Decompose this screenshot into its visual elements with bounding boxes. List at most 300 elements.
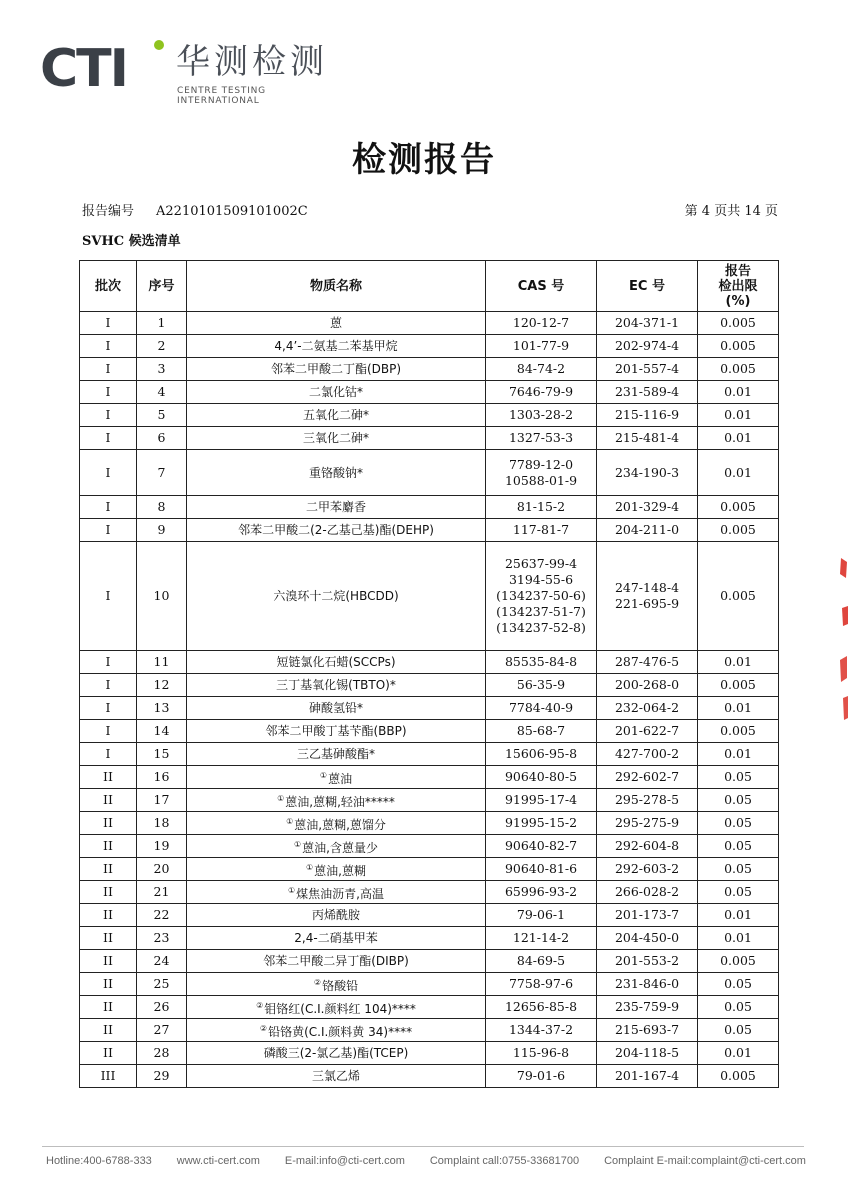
footnote-mark: ① bbox=[319, 770, 328, 780]
cell-cas bbox=[486, 743, 597, 766]
cell-substance-name bbox=[187, 427, 486, 450]
cell-cas bbox=[486, 312, 597, 335]
cell-seq bbox=[137, 404, 187, 427]
cas-number: 90640-80-5 bbox=[504, 769, 578, 784]
batch-value: II bbox=[103, 953, 113, 968]
cell-seq bbox=[137, 720, 187, 743]
cas-number: 120-12-7 bbox=[512, 315, 570, 330]
cell-batch bbox=[80, 427, 137, 450]
ec-number: 201-167-4 bbox=[614, 1068, 680, 1083]
cell-batch bbox=[80, 1065, 137, 1088]
substance-name: 短链氯化石蜡(SCCPs) bbox=[276, 655, 396, 669]
cell-cas bbox=[486, 1065, 597, 1088]
batch-value: II bbox=[103, 907, 113, 922]
cell-seq bbox=[137, 312, 187, 335]
cell-cas bbox=[486, 358, 597, 381]
cell-ec bbox=[597, 743, 698, 766]
cas-number: 7758-97-6 bbox=[508, 976, 574, 991]
table-row bbox=[80, 835, 779, 858]
cell-ec bbox=[597, 1019, 698, 1042]
table-row bbox=[80, 312, 779, 335]
batch-value: I bbox=[105, 723, 111, 738]
substance-name: 铅铬黄(C.I.颜料黄 34)**** bbox=[268, 1024, 413, 1039]
table-row bbox=[80, 1019, 779, 1042]
list-title: SVHC 候选清单 bbox=[82, 234, 181, 249]
batch-value: II bbox=[103, 792, 113, 807]
substance-name: 邻苯二甲酸二(2-乙基己基)酯(DEHP) bbox=[238, 523, 434, 537]
cas-number: 84-74-2 bbox=[516, 361, 566, 376]
ec-number: 266-028-2 bbox=[614, 884, 680, 899]
cell-ec bbox=[597, 973, 698, 996]
substance-name: 蒽油,蒽糊,轻油***** bbox=[285, 794, 395, 809]
table-row bbox=[80, 881, 779, 904]
seq-value: 22 bbox=[153, 907, 170, 922]
seq-value: 24 bbox=[153, 953, 170, 968]
substance-name: 邻苯二甲酸丁基苄酯(BBP) bbox=[265, 724, 407, 738]
cell-seq bbox=[137, 927, 187, 950]
table-row bbox=[80, 1042, 779, 1065]
cell-ec bbox=[597, 404, 698, 427]
ec-number: 202-974-4 bbox=[614, 338, 680, 353]
cell-batch bbox=[80, 358, 137, 381]
substance-name: 二甲苯麝香 bbox=[305, 500, 366, 514]
limit-value: 0.005 bbox=[720, 677, 756, 692]
substance-name: 4,4’-二氨基二苯基甲烷 bbox=[274, 339, 398, 353]
cell-substance-name bbox=[187, 1019, 486, 1042]
cas-number: (134237-51-7) bbox=[496, 604, 586, 619]
cell-substance-name bbox=[187, 881, 486, 904]
stamp-edge-icon bbox=[838, 548, 848, 728]
ec-number: 215-693-7 bbox=[614, 1022, 680, 1037]
ec-number: 292-603-2 bbox=[614, 861, 680, 876]
seq-value: 7 bbox=[157, 464, 166, 480]
cell-substance-name bbox=[187, 1042, 486, 1065]
substance-name: 重铬酸钠* bbox=[308, 465, 363, 480]
cell-cas bbox=[486, 950, 597, 973]
batch-value: III bbox=[100, 1068, 116, 1083]
cell-batch bbox=[80, 812, 137, 835]
cell-seq bbox=[137, 766, 187, 789]
cell-limit bbox=[698, 404, 779, 427]
cell-seq bbox=[137, 996, 187, 1019]
cell-seq bbox=[137, 335, 187, 358]
limit-value: 0.01 bbox=[724, 430, 752, 445]
ec-number: 295-275-9 bbox=[614, 815, 680, 830]
cell-seq bbox=[137, 674, 187, 697]
cell-limit bbox=[698, 697, 779, 720]
substance-name: 蒽油,蒽糊,蒽馏分 bbox=[294, 817, 386, 832]
limit-value: 0.01 bbox=[724, 654, 752, 669]
seq-value: 8 bbox=[157, 499, 166, 514]
cell-batch bbox=[80, 381, 137, 404]
table-row bbox=[80, 766, 779, 789]
header-limit bbox=[698, 261, 779, 312]
cell-batch bbox=[80, 950, 137, 973]
cell-substance-name bbox=[187, 519, 486, 542]
seq-value: 4 bbox=[157, 384, 166, 399]
logo-brand: CTI bbox=[40, 39, 127, 99]
cell-batch bbox=[80, 404, 137, 427]
cell-ec bbox=[597, 950, 698, 973]
cell-ec bbox=[597, 335, 698, 358]
cell-limit bbox=[698, 720, 779, 743]
cell-limit bbox=[698, 542, 779, 651]
footnote-mark: ② bbox=[259, 1023, 268, 1033]
report-number-value: A2210101509101002C bbox=[156, 204, 308, 219]
cell-substance-name bbox=[187, 720, 486, 743]
batch-value: II bbox=[103, 861, 113, 876]
cell-seq bbox=[137, 789, 187, 812]
cell-seq bbox=[137, 358, 187, 381]
cell-seq bbox=[137, 496, 187, 519]
header-ec: EC 号 bbox=[597, 261, 698, 312]
batch-value: I bbox=[105, 654, 111, 669]
footer-email: E-mail:info@cti-cert.com bbox=[284, 1155, 405, 1167]
batch-value: I bbox=[105, 407, 111, 422]
cell-limit bbox=[698, 927, 779, 950]
cell-batch bbox=[80, 1042, 137, 1065]
cell-ec bbox=[597, 1042, 698, 1065]
cas-number: 117-81-7 bbox=[512, 522, 570, 537]
seq-value: 28 bbox=[153, 1045, 170, 1060]
cas-number: 3194-55-6 bbox=[508, 572, 574, 587]
header-seq: 序号 bbox=[137, 261, 187, 312]
cell-substance-name bbox=[187, 674, 486, 697]
header-batch: 批次 bbox=[80, 261, 137, 312]
report-number bbox=[82, 200, 308, 219]
cell-seq bbox=[137, 973, 187, 996]
header-limit-line1: 报告 bbox=[724, 263, 751, 279]
substance-name: 五氧化二砷* bbox=[302, 408, 369, 422]
seq-value: 6 bbox=[157, 430, 166, 445]
cas-number: 7646-79-9 bbox=[508, 384, 574, 399]
cell-batch bbox=[80, 973, 137, 996]
cas-number: 115-96-8 bbox=[512, 1045, 570, 1060]
cas-number: 25637-99-4 bbox=[504, 556, 578, 571]
ec-number: 204-118-5 bbox=[614, 1045, 680, 1060]
footnote-mark: ① bbox=[294, 839, 302, 849]
cas-number: 7789-12-0 bbox=[508, 456, 574, 472]
substance-name: 砷酸氢铅* bbox=[308, 701, 363, 715]
cell-ec bbox=[597, 381, 698, 404]
ec-number: 292-604-8 bbox=[614, 838, 680, 853]
limit-value: 0.05 bbox=[724, 976, 752, 991]
batch-value: I bbox=[105, 700, 111, 715]
cell-limit bbox=[698, 835, 779, 858]
batch-value: II bbox=[103, 1045, 113, 1060]
cell-cas bbox=[486, 812, 597, 835]
ec-number: 232-064-2 bbox=[614, 700, 680, 715]
table-row bbox=[80, 743, 779, 766]
table-row bbox=[80, 973, 779, 996]
substance-name: 丙烯酰胺 bbox=[311, 908, 360, 922]
cell-cas bbox=[486, 789, 597, 812]
cell-batch bbox=[80, 335, 137, 358]
footer bbox=[46, 1155, 806, 1167]
batch-value: I bbox=[105, 499, 111, 514]
limit-value: 0.05 bbox=[724, 861, 752, 876]
ec-number: 201-557-4 bbox=[614, 361, 680, 376]
limit-value: 0.05 bbox=[724, 884, 752, 899]
batch-value: II bbox=[103, 999, 113, 1014]
footer-complaint-call: Complaint call:0755-33681700 bbox=[429, 1155, 580, 1167]
cell-cas bbox=[486, 404, 597, 427]
substance-name: 钼铬红(C.I.颜料红 104)**** bbox=[264, 1001, 416, 1016]
cell-seq bbox=[137, 542, 187, 651]
substance-name: 铬酸铅 bbox=[322, 978, 359, 993]
cell-substance-name bbox=[187, 651, 486, 674]
cell-limit bbox=[698, 496, 779, 519]
seq-value: 13 bbox=[153, 700, 170, 715]
ec-number: 235-759-9 bbox=[614, 999, 680, 1014]
cas-number: 90640-82-7 bbox=[504, 838, 578, 853]
batch-value: I bbox=[105, 588, 111, 603]
cell-cas bbox=[486, 381, 597, 404]
cas-number: (134237-52-8) bbox=[496, 620, 586, 635]
table-row bbox=[80, 1065, 779, 1088]
cell-batch bbox=[80, 858, 137, 881]
cell-ec bbox=[597, 312, 698, 335]
cell-limit bbox=[698, 674, 779, 697]
cell-ec bbox=[597, 542, 698, 651]
cell-cas bbox=[486, 996, 597, 1019]
batch-value: II bbox=[103, 930, 113, 945]
table-row bbox=[80, 381, 779, 404]
substance-name: 三氯乙烯 bbox=[311, 1069, 360, 1083]
cas-number: 12656-85-8 bbox=[504, 999, 578, 1014]
table-row bbox=[80, 542, 779, 651]
cell-ec bbox=[597, 1065, 698, 1088]
cell-batch bbox=[80, 1019, 137, 1042]
seq-value: 27 bbox=[153, 1022, 170, 1037]
substance-name: 煤焦油沥青,高温 bbox=[296, 886, 384, 901]
cell-batch bbox=[80, 542, 137, 651]
table-row bbox=[80, 697, 779, 720]
cell-cas bbox=[486, 651, 597, 674]
cell-limit bbox=[698, 996, 779, 1019]
batch-value: II bbox=[103, 769, 113, 784]
footnote-mark: ① bbox=[306, 862, 314, 872]
cas-number: (134237-50-6) bbox=[496, 588, 586, 603]
cell-cas bbox=[486, 674, 597, 697]
footnote-mark: ① bbox=[288, 885, 296, 895]
footnote-mark: ② bbox=[313, 977, 322, 987]
cell-seq bbox=[137, 450, 187, 496]
cell-ec bbox=[597, 427, 698, 450]
cell-substance-name bbox=[187, 335, 486, 358]
cell-ec bbox=[597, 720, 698, 743]
cas-number: 121-14-2 bbox=[512, 930, 570, 945]
cell-batch bbox=[80, 766, 137, 789]
table-row bbox=[80, 358, 779, 381]
cell-ec bbox=[597, 835, 698, 858]
cell-cas bbox=[486, 766, 597, 789]
cell-limit bbox=[698, 812, 779, 835]
cell-substance-name bbox=[187, 904, 486, 927]
cell-ec bbox=[597, 450, 698, 496]
cas-number: 81-15-2 bbox=[516, 499, 566, 514]
cell-batch bbox=[80, 743, 137, 766]
limit-value: 0.005 bbox=[720, 315, 756, 330]
table-row bbox=[80, 927, 779, 950]
cell-limit bbox=[698, 427, 779, 450]
limit-value: 0.05 bbox=[724, 1022, 752, 1037]
cell-cas bbox=[486, 858, 597, 881]
batch-value: I bbox=[105, 522, 111, 537]
limit-value: 0.005 bbox=[720, 338, 756, 353]
cell-limit bbox=[698, 973, 779, 996]
ec-number: 201-329-4 bbox=[614, 499, 680, 514]
table-row bbox=[80, 519, 779, 542]
ec-number: 231-846-0 bbox=[614, 976, 680, 991]
table-row bbox=[80, 404, 779, 427]
cell-limit bbox=[698, 519, 779, 542]
cell-cas bbox=[486, 835, 597, 858]
footer-divider bbox=[42, 1146, 804, 1147]
cell-batch bbox=[80, 312, 137, 335]
table-body bbox=[80, 312, 779, 1088]
ec-number: 247-148-4 bbox=[614, 580, 680, 595]
cell-ec bbox=[597, 789, 698, 812]
cas-number: 101-77-9 bbox=[512, 338, 570, 353]
cell-limit bbox=[698, 1065, 779, 1088]
seq-value: 21 bbox=[153, 884, 170, 899]
cell-substance-name bbox=[187, 381, 486, 404]
limit-value: 0.005 bbox=[720, 953, 756, 968]
cell-substance-name bbox=[187, 358, 486, 381]
cell-seq bbox=[137, 1065, 187, 1088]
ec-number: 292-602-7 bbox=[614, 769, 680, 784]
cell-seq bbox=[137, 881, 187, 904]
substance-name: 蒽油 bbox=[328, 771, 353, 786]
cell-cas bbox=[486, 973, 597, 996]
svhc-table bbox=[79, 260, 779, 1088]
ec-number: 287-476-5 bbox=[614, 654, 680, 669]
cell-ec bbox=[597, 766, 698, 789]
cell-seq bbox=[137, 1019, 187, 1042]
cell-cas bbox=[486, 1019, 597, 1042]
ec-number: 201-622-7 bbox=[614, 723, 680, 738]
cell-substance-name bbox=[187, 812, 486, 835]
cas-number: 91995-15-2 bbox=[504, 815, 578, 830]
seq-value: 9 bbox=[157, 522, 166, 537]
cell-limit bbox=[698, 743, 779, 766]
cell-ec bbox=[597, 651, 698, 674]
batch-value: II bbox=[103, 838, 113, 853]
cell-batch bbox=[80, 904, 137, 927]
ec-number: 221-695-9 bbox=[614, 596, 680, 611]
cell-limit bbox=[698, 651, 779, 674]
batch-value: I bbox=[105, 430, 111, 445]
cell-batch bbox=[80, 996, 137, 1019]
cas-number: 1344-37-2 bbox=[508, 1022, 574, 1037]
cell-substance-name bbox=[187, 312, 486, 335]
batch-value: I bbox=[105, 746, 111, 761]
cas-number: 85-68-7 bbox=[516, 723, 566, 738]
cell-limit bbox=[698, 1019, 779, 1042]
cell-cas bbox=[486, 881, 597, 904]
seq-value: 1 bbox=[157, 315, 166, 330]
header-cas: CAS 号 bbox=[486, 261, 597, 312]
seq-value: 5 bbox=[157, 407, 166, 422]
substance-name: 三丁基氧化锡(TBTO)* bbox=[276, 678, 396, 692]
cell-substance-name bbox=[187, 927, 486, 950]
ec-number: 200-268-0 bbox=[614, 677, 680, 692]
cell-substance-name bbox=[187, 789, 486, 812]
cell-limit bbox=[698, 904, 779, 927]
cas-number: 10588-01-9 bbox=[504, 472, 578, 488]
cell-cas bbox=[486, 335, 597, 358]
cell-substance-name bbox=[187, 697, 486, 720]
seq-value: 18 bbox=[153, 815, 170, 830]
seq-value: 10 bbox=[153, 588, 170, 603]
cas-number: 79-01-6 bbox=[516, 1068, 566, 1083]
cell-seq bbox=[137, 381, 187, 404]
cas-number: 65996-93-2 bbox=[504, 884, 578, 899]
table-row bbox=[80, 450, 779, 496]
seq-value: 12 bbox=[153, 677, 170, 692]
batch-value: I bbox=[105, 338, 111, 353]
batch-value: I bbox=[105, 464, 111, 480]
ec-number: 427-700-2 bbox=[614, 746, 680, 761]
ec-number: 204-450-0 bbox=[614, 930, 680, 945]
batch-value: II bbox=[103, 976, 113, 991]
table-row bbox=[80, 335, 779, 358]
cell-limit bbox=[698, 881, 779, 904]
cell-cas bbox=[486, 427, 597, 450]
limit-value: 0.005 bbox=[720, 522, 756, 537]
cell-cas bbox=[486, 927, 597, 950]
cell-substance-name bbox=[187, 542, 486, 651]
table-row bbox=[80, 904, 779, 927]
logo-chinese-name: 华测检测 bbox=[176, 42, 328, 82]
cell-seq bbox=[137, 950, 187, 973]
cas-number: 79-06-1 bbox=[516, 907, 566, 922]
cell-limit bbox=[698, 312, 779, 335]
limit-value: 0.01 bbox=[724, 384, 752, 399]
cell-limit bbox=[698, 766, 779, 789]
cell-substance-name bbox=[187, 450, 486, 496]
substance-name: 邻苯二甲酸二异丁酯(DIBP) bbox=[263, 954, 409, 968]
cell-substance-name bbox=[187, 835, 486, 858]
cas-number: 56-35-9 bbox=[516, 677, 566, 692]
limit-value: 0.005 bbox=[720, 361, 756, 376]
cas-number: 85535-84-8 bbox=[504, 654, 578, 669]
ec-number: 234-190-3 bbox=[614, 464, 680, 480]
table-row bbox=[80, 496, 779, 519]
cell-seq bbox=[137, 858, 187, 881]
limit-value: 0.05 bbox=[724, 838, 752, 853]
limit-value: 0.01 bbox=[724, 907, 752, 922]
table-row bbox=[80, 720, 779, 743]
seq-value: 3 bbox=[157, 361, 166, 376]
batch-value: I bbox=[105, 315, 111, 330]
seq-value: 25 bbox=[153, 976, 170, 991]
cell-limit bbox=[698, 450, 779, 496]
cas-number: 91995-17-4 bbox=[504, 792, 578, 807]
batch-value: I bbox=[105, 361, 111, 376]
table-row bbox=[80, 651, 779, 674]
substance-name: 蒽 bbox=[329, 316, 342, 330]
cas-number: 1303-28-2 bbox=[508, 407, 574, 422]
cell-cas bbox=[486, 496, 597, 519]
cell-ec bbox=[597, 496, 698, 519]
footer-complaint-email: Complaint E-mail:complaint@cti-cert.com bbox=[604, 1155, 806, 1167]
table-row bbox=[80, 789, 779, 812]
limit-value: 0.01 bbox=[724, 1045, 752, 1060]
cell-seq bbox=[137, 519, 187, 542]
limit-value: 0.05 bbox=[724, 792, 752, 807]
